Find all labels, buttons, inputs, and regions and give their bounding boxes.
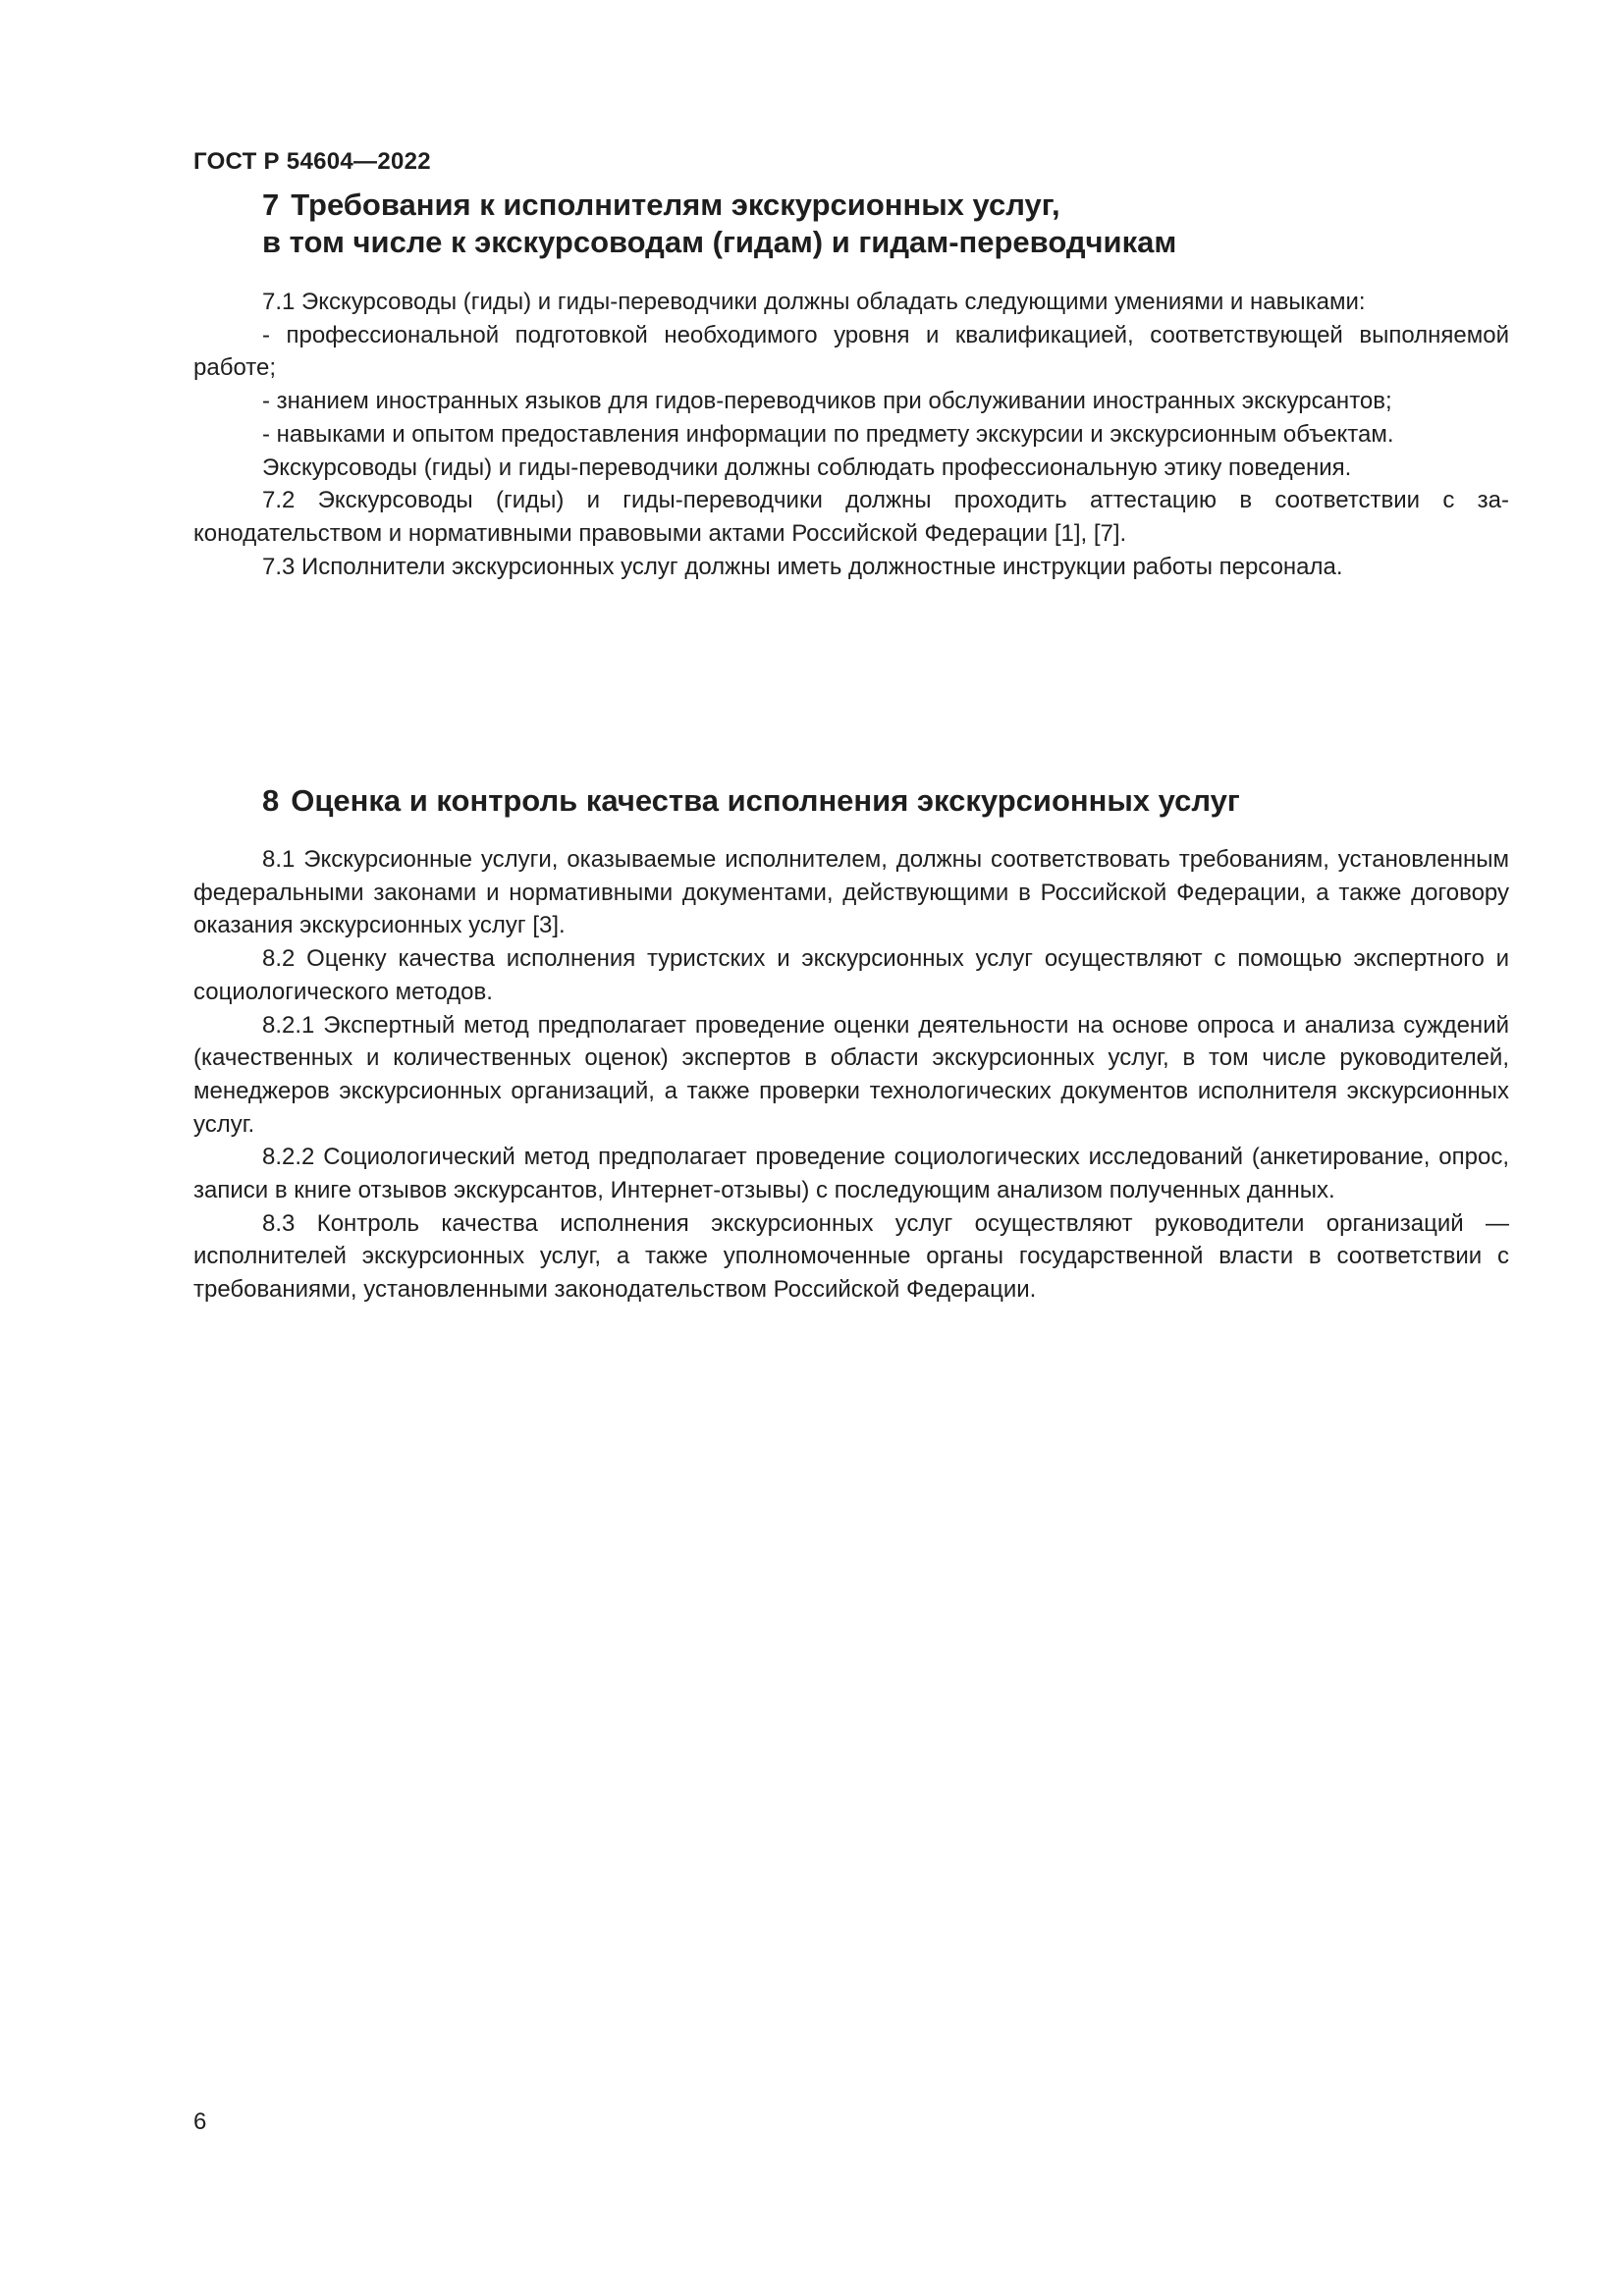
list-item: - знанием иностранных языков для гидов-переводчиков при обслуживании иностранных экскурсантов;	[262, 388, 1392, 415]
list-item: - навыками и опытом предоставления информации по предмету экскурсии и экскурсионным объектам.	[262, 420, 1394, 448]
section-7-heading	[193, 187, 1509, 261]
section-7	[193, 187, 1509, 583]
section-7-number: 7	[262, 187, 280, 222]
section-8-title: Оценка и контроль качества исполнения экскурсионных услуг	[291, 783, 1240, 818]
list-item: - профессиональной подготовкой необходимого уровня и квалификацией, соответствующей выполняемой работе;	[193, 321, 1509, 382]
paragraph-8-3: 8.3 Контроль качества исполнения экскурсионных услуг осуществляют руководители организаций — исполнителей экскурсионных услуг, а также уполномоченные органы государственной власти в соответствии с требованиями, установленными законодательством Российской Федерации.	[193, 1209, 1509, 1304]
section-8-heading	[193, 782, 1509, 820]
section-8-number: 8	[262, 783, 280, 818]
section-7-title-line2: в том числе к экскурсоводам (гидам) и гидам-переводчикам	[262, 225, 1177, 259]
paragraph-8-2: 8.2 Оценку качества исполнения туристских и экскурсионных услуг осуществляют с помощью экспертного и социологического методов.	[193, 945, 1509, 1005]
paragraph-7-1: 7.1 Экскурсоводы (гиды) и гиды-переводчики должны обладать следующими умениями и навыками:	[262, 289, 1366, 315]
document-id-header: ГОСТ Р 54604—2022	[193, 148, 431, 175]
section-8	[193, 782, 1509, 1307]
paragraph-7-3: 7.3 Исполнители экскурсионных услуг должны иметь должностные инструкции работы персонала.	[262, 553, 1343, 580]
paragraph-8-1: 8.1 Экскурсионные услуги, оказываемые исполнителем, должны соответствовать требованиям, установленным федеральными законами и нормативными документами, действующими в Российской Федерации, а также договору оказания экскурсионных услуг [3].	[193, 846, 1509, 939]
paragraph-ethics: Экскурсоводы (гиды) и гиды-переводчики должны соблюдать профессиональную этику поведения.	[262, 454, 1352, 481]
paragraph-8-2-2: 8.2.2 Социологический метод предполагает проведение социологических исследований (анкетирование, опрос, записи в книге отзывов экскурсантов, Интернет-отзывы) с последующим анализом полученных данных.	[193, 1144, 1509, 1204]
paragraph-8-2-1: 8.2.1 Экспертный метод предполагает проведение оценки деятельности на основе опроса и анализа суждений (качественных и количественных оценок) экспертов в области экскурсионных услуг, в том числе руководителей, менеджеров экскурсионных организаций, а также проверки технологических документов исполнителя экскурсионных услуг.	[193, 1011, 1509, 1138]
page-number: 6	[193, 2109, 207, 2135]
section-7-title-line1: Требования к исполнителям экскурсионных услуг,	[291, 187, 1060, 222]
paragraph-7-2: 7.2 Экскурсоводы (гиды) и гиды-переводчики должны проходить аттестацию в соответствии с законодательством и нормативными правовыми актами Российской Федерации [1], [7].	[193, 487, 1509, 547]
